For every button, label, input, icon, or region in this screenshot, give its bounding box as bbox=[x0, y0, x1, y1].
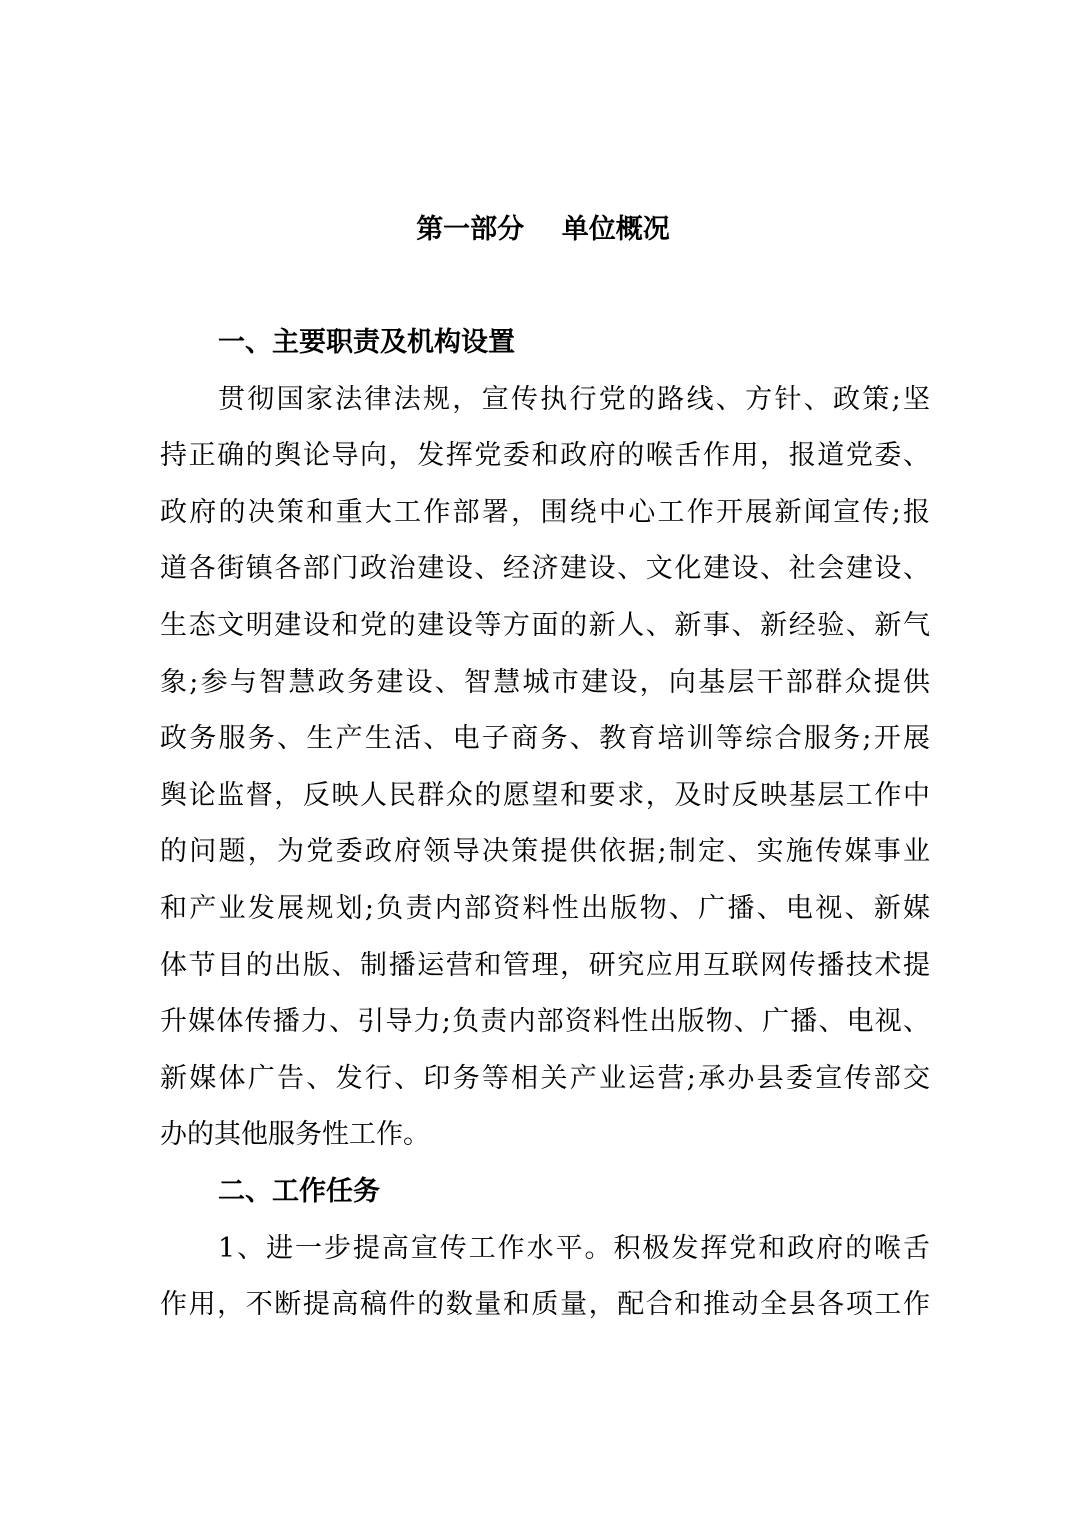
section-heading-1: 一、主要职责及机构设置 bbox=[218, 327, 515, 358]
section-heading-2: 二、工作任务 bbox=[218, 1175, 380, 1207]
section-2-paragraph bbox=[160, 1221, 930, 1334]
paragraph-line: 体节目的出版、制播运营和管理，研究应用互联网传播技术提 bbox=[160, 949, 930, 981]
document-body bbox=[160, 315, 930, 1334]
paragraph-line: 生态文明建设和党的建设等方面的新人、新事、新经验、新气 bbox=[160, 609, 930, 641]
paragraph-line: 象;参与智慧政务建设、智慧城市建设，向基层干部群众提供 bbox=[160, 666, 930, 698]
section-1-paragraph bbox=[160, 372, 930, 1164]
paragraph-line: 持正确的舆论导向，发挥党委和政府的喉舌作用，报道党委、 bbox=[160, 440, 930, 472]
paragraph-line: 升媒体传播力、引导力;负责内部资料性出版物、广播、电视、 bbox=[160, 1006, 930, 1038]
paragraph-line: 政务服务、生产生活、电子商务、教育培训等综合服务;开展 bbox=[160, 723, 930, 755]
paragraph-line: 道各街镇各部门政治建设、经济建设、文化建设、社会建设、 bbox=[160, 553, 930, 585]
paragraph-line: 的问题，为党委政府领导决策提供依据;制定、实施传媒事业 bbox=[160, 836, 930, 868]
paragraph-line: 和产业发展规划;负责内部资料性出版物、广播、电视、新媒 bbox=[160, 892, 930, 924]
paragraph-line: 办的其他服务性工作。 bbox=[160, 1119, 430, 1151]
paragraph-line: 新媒体广告、发行、印务等相关产业运营;承办县委宣传部交 bbox=[160, 1062, 930, 1094]
paragraph-line: 政府的决策和重大工作部署，围绕中心工作开展新闻宣传;报 bbox=[160, 496, 930, 528]
paragraph-line: 1、进一步提高宣传工作水平。积极发挥党和政府的喉舌 bbox=[218, 1232, 930, 1264]
page-title: 第一部分 单位概况 bbox=[416, 214, 670, 245]
paragraph-line: 舆论监督，反映人民群众的愿望和要求，及时反映基层工作中 bbox=[160, 779, 930, 811]
paragraph-line: 贯彻国家法律法规，宣传执行党的路线、方针、政策;坚 bbox=[218, 383, 930, 415]
paragraph-line: 作用，不断提高稿件的数量和质量，配合和推动全县各项工作 bbox=[160, 1289, 930, 1321]
